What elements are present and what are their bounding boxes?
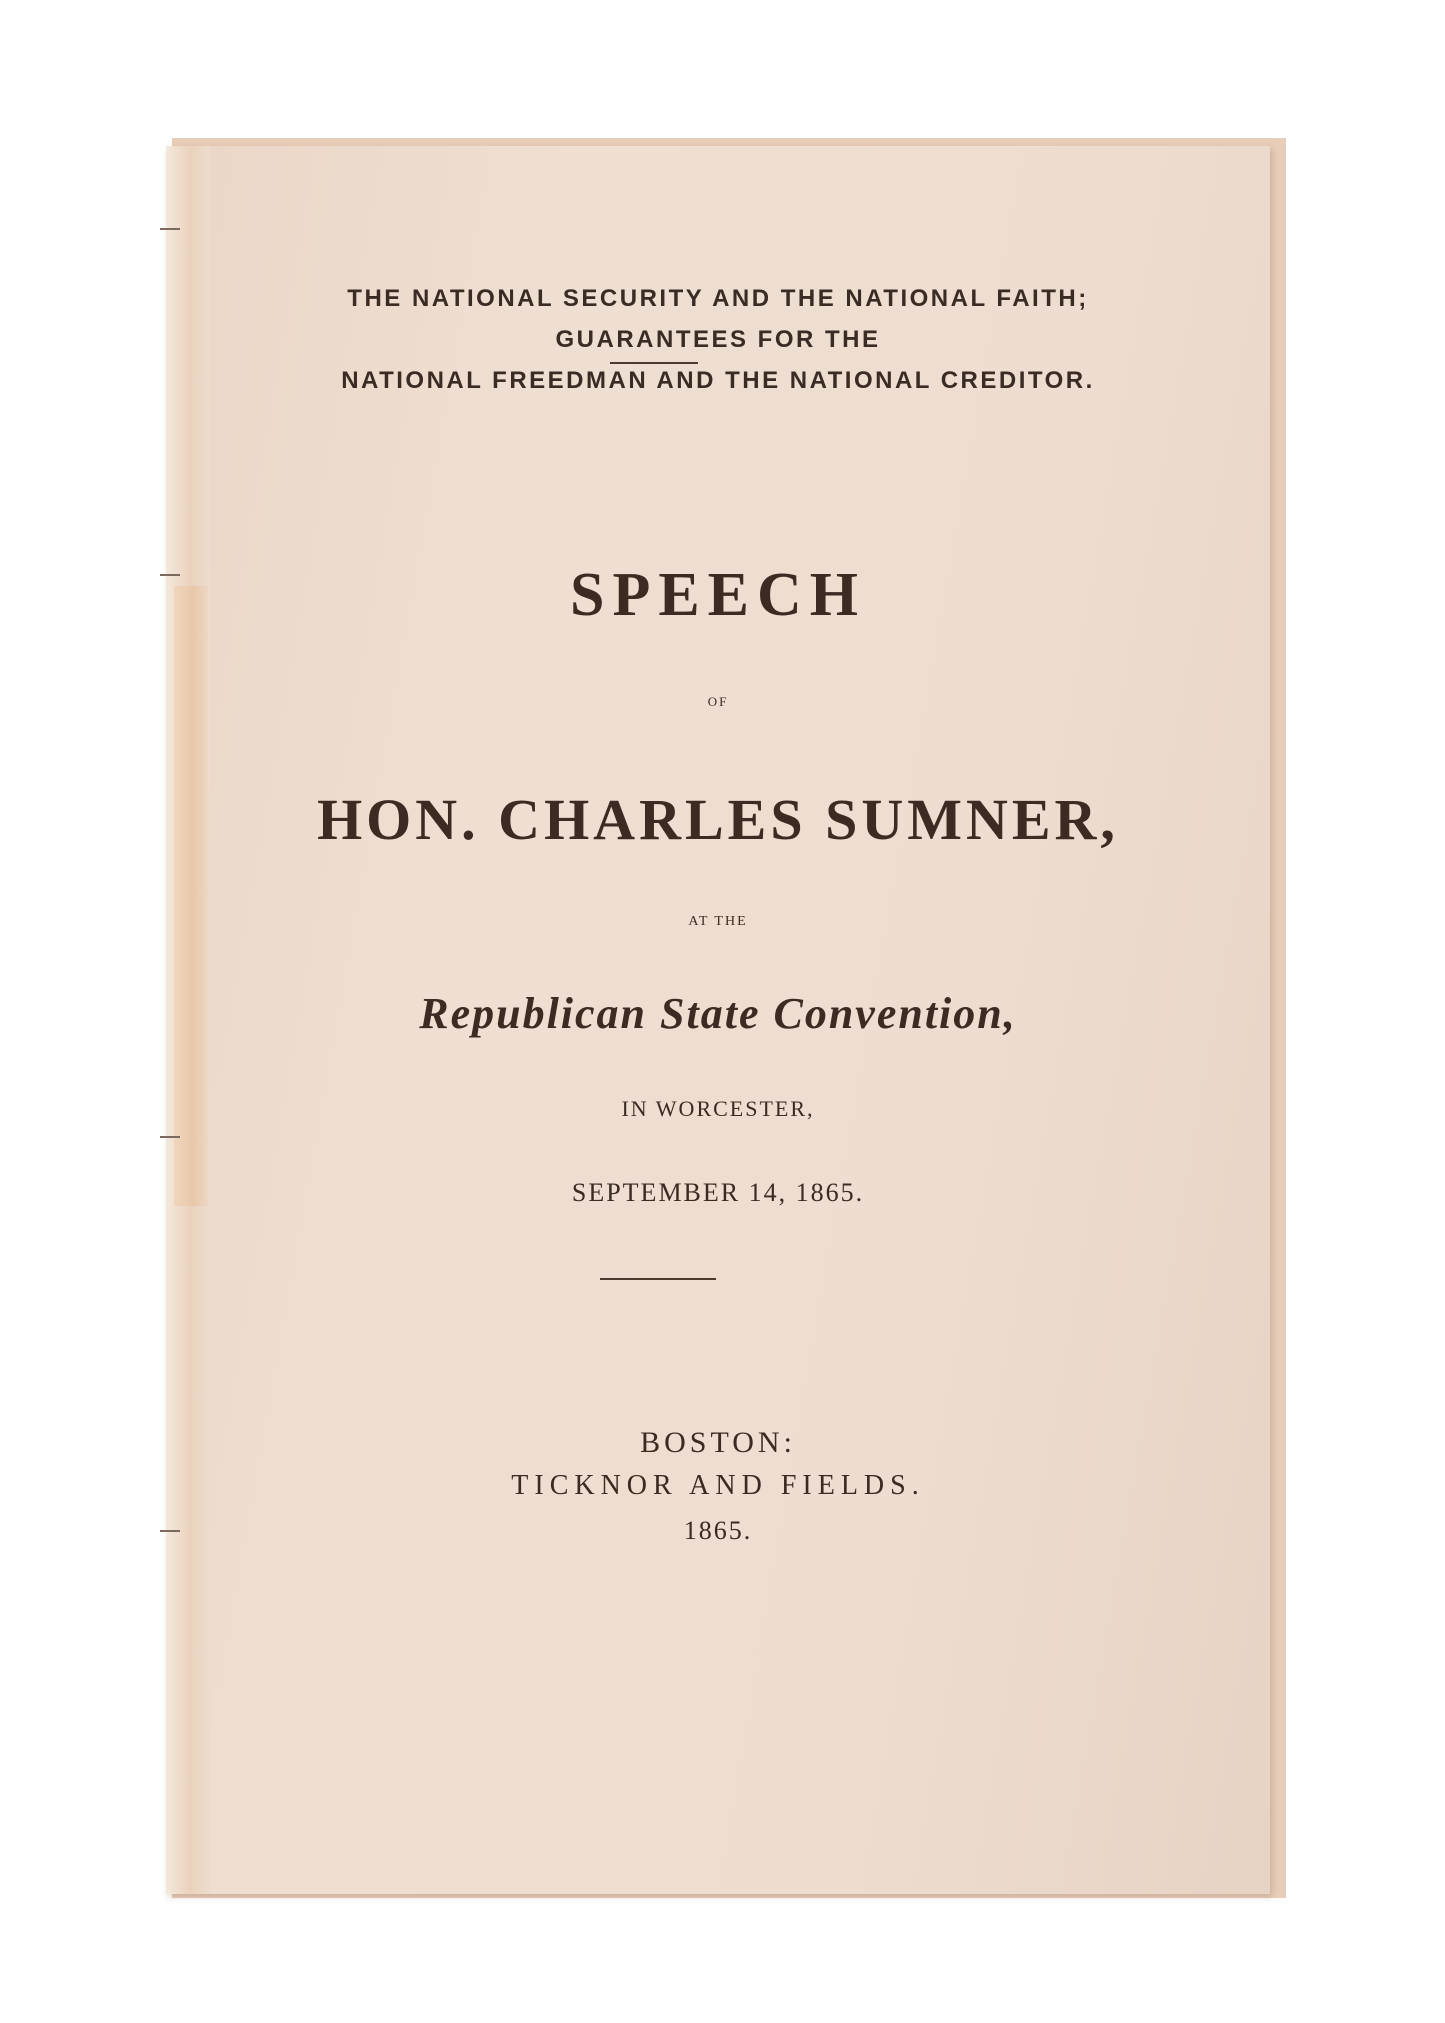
- speech-title: SPEECH: [569, 561, 867, 629]
- heading: [166, 278, 1270, 401]
- title-page: [166, 146, 1270, 1894]
- location: IN WORCESTER,: [621, 1096, 815, 1121]
- heading-line: GUARANTEES FOR THE: [555, 326, 881, 353]
- heading-line: NATIONAL FREEDMAN AND THE NATIONAL CREDITOR.: [341, 367, 1095, 394]
- imprint-year: 1865.: [683, 1516, 753, 1545]
- divider-rule: [600, 1278, 716, 1280]
- of-label: OF: [707, 694, 729, 709]
- stitch-mark: [160, 228, 180, 230]
- imprint-city: BOSTON:: [640, 1426, 796, 1459]
- imprint-publisher: TICKNOR AND FIELDS.: [511, 1470, 925, 1501]
- at-the-label: AT THE: [688, 914, 748, 929]
- heading-line: THE NATIONAL SECURITY AND THE NATIONAL FAITH;: [347, 285, 1089, 312]
- stitch-mark: [160, 1136, 180, 1138]
- divider-rule: [610, 362, 698, 364]
- speaker-name: HON. CHARLES SUMNER,: [317, 787, 1119, 852]
- event-name: Republican State Convention,: [419, 989, 1017, 1038]
- speech-date: SEPTEMBER 14, 1865.: [571, 1178, 865, 1207]
